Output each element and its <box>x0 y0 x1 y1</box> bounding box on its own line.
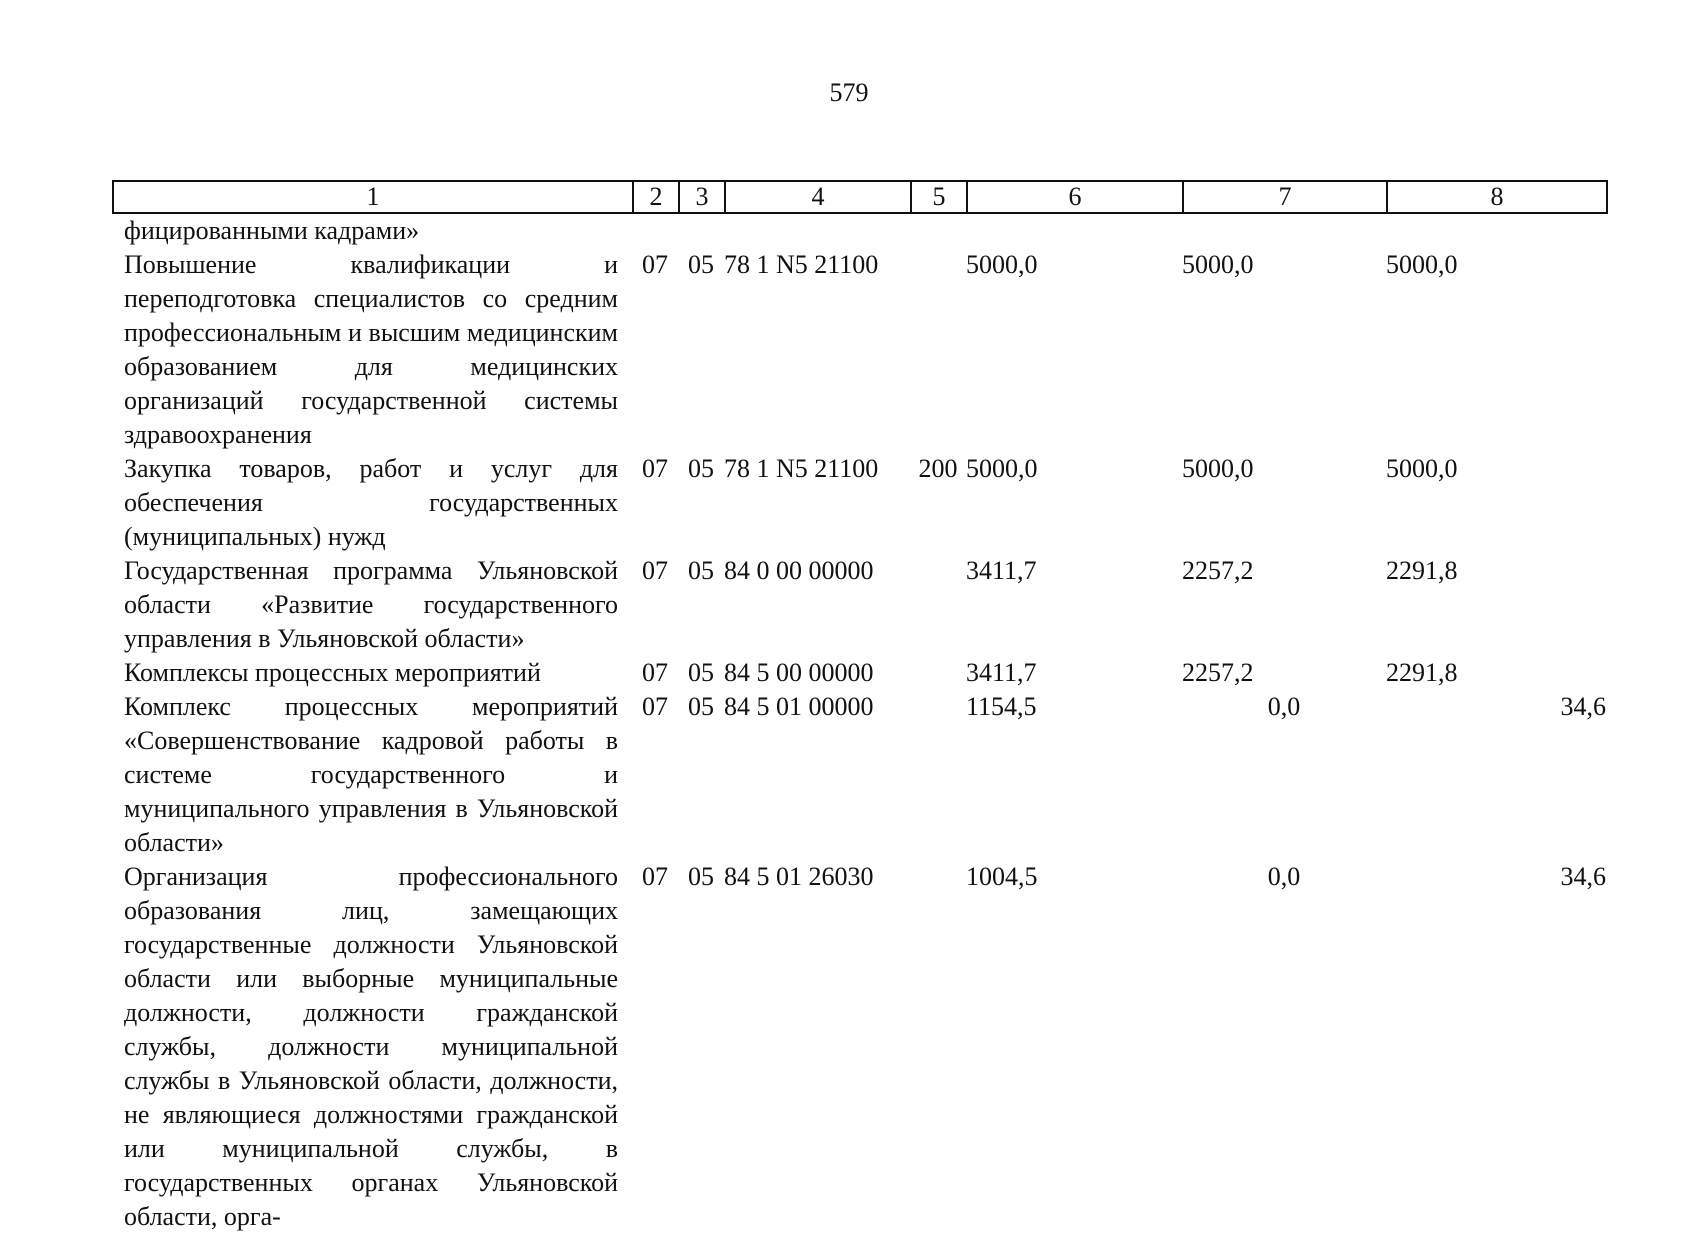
row-value-6: 3411,7 <box>966 556 1037 585</box>
row-name: Государственная программа Ульяновской области «Развитие государственного управления в Ульяновской области» <box>124 556 618 653</box>
row-name: Комплексы процессных мероприятий <box>124 658 541 687</box>
row-subsection: 05 <box>688 692 714 721</box>
row-value-6 <box>966 214 1182 248</box>
row-value-7: 5000,0 <box>1182 454 1254 483</box>
header-col-8: 8 <box>1387 181 1607 213</box>
row-value-7 <box>1182 214 1386 248</box>
row-subsection: 05 <box>688 556 714 585</box>
row-subsection: 05 <box>688 862 714 891</box>
row-name: фицированными кадрами» <box>124 216 420 245</box>
row-section: 07 <box>642 556 668 585</box>
row-value-7: 2257,2 <box>1182 658 1254 687</box>
row-type <box>910 860 966 1234</box>
row-code: 78 1 N5 21100 <box>724 250 879 279</box>
row-value-6: 1154,5 <box>966 692 1037 721</box>
row-value-7: 5000,0 <box>1182 250 1254 279</box>
header-col-7: 7 <box>1183 181 1387 213</box>
row-name: Комплекс процессных мероприятий «Совершенствование кадровой работы в системе государственного и муниципального управления в Ульяновской области» <box>124 692 618 857</box>
row-subsection <box>678 214 724 248</box>
row-value-7: 0,0 <box>1267 862 1301 891</box>
row-type <box>910 554 966 656</box>
row-type <box>910 690 966 860</box>
header-col-4: 4 <box>725 181 911 213</box>
row-value-8 <box>1386 214 1606 248</box>
row-section: 07 <box>642 862 668 891</box>
table-row <box>112 554 1606 656</box>
table-row <box>112 452 1606 554</box>
row-type <box>910 214 966 248</box>
row-value-8: 34,6 <box>1560 862 1606 891</box>
table-body <box>112 214 1606 1234</box>
header-col-2: 2 <box>633 181 679 213</box>
row-name: Повышение квалификации и переподготовка специалистов со средним профессиональным и высшим медицинским образованием для медицинских организаций государственной системы здравоохранения <box>124 250 618 449</box>
budget-table <box>112 180 1606 1234</box>
table-row <box>112 690 1606 860</box>
row-section: 07 <box>642 658 668 687</box>
table-row <box>112 656 1606 690</box>
row-subsection: 05 <box>688 658 714 687</box>
row-type: 200 <box>918 454 958 483</box>
header-col-3: 3 <box>679 181 725 213</box>
header-col-5: 5 <box>911 181 967 213</box>
row-code: 84 5 00 00000 <box>724 658 874 687</box>
header-col-6: 6 <box>967 181 1183 213</box>
row-code: 84 5 01 26030 <box>724 862 874 891</box>
table-header <box>112 180 1608 214</box>
row-section <box>632 214 678 248</box>
row-value-6: 3411,7 <box>966 658 1037 687</box>
row-value-6: 5000,0 <box>966 250 1038 279</box>
row-value-8: 5000,0 <box>1386 454 1458 483</box>
row-code: 84 5 01 00000 <box>724 692 874 721</box>
row-section: 07 <box>642 250 668 279</box>
row-type <box>910 656 966 690</box>
page-number: 579 <box>829 78 869 107</box>
row-section: 07 <box>642 692 668 721</box>
header-col-1: 1 <box>113 181 633 213</box>
row-value-6: 5000,0 <box>966 454 1038 483</box>
table-row <box>112 214 1606 248</box>
row-type <box>910 248 966 452</box>
row-value-8: 34,6 <box>1560 692 1606 721</box>
row-section: 07 <box>642 454 668 483</box>
row-subsection: 05 <box>688 454 714 483</box>
row-subsection: 05 <box>688 250 714 279</box>
row-value-8: 2291,8 <box>1386 658 1458 687</box>
row-value-8: 5000,0 <box>1386 250 1458 279</box>
row-name: Организация профессионального образования лиц, замещающих государственные должности Ульяновской области или выборные муниципальные должности, должности гражданской службы, должности муниципальной службы в Ульяновской области, должности, не являющиеся должностями гражданской или муниципальной службы, в государственных органах Ульяновской области, орга- <box>124 862 618 1231</box>
row-name: Закупка товаров, работ и услуг для обеспечения государственных (муниципальных) нужд <box>124 454 618 551</box>
table-row <box>112 860 1606 1234</box>
row-code <box>724 214 910 248</box>
row-code: 78 1 N5 21100 <box>724 454 879 483</box>
table-row <box>112 248 1606 452</box>
header-row <box>113 181 1607 213</box>
row-code: 84 0 00 00000 <box>724 556 874 585</box>
row-value-6: 1004,5 <box>966 862 1038 891</box>
row-value-8: 2291,8 <box>1386 556 1458 585</box>
row-value-7: 0,0 <box>1267 692 1301 721</box>
row-value-7: 2257,2 <box>1182 556 1254 585</box>
